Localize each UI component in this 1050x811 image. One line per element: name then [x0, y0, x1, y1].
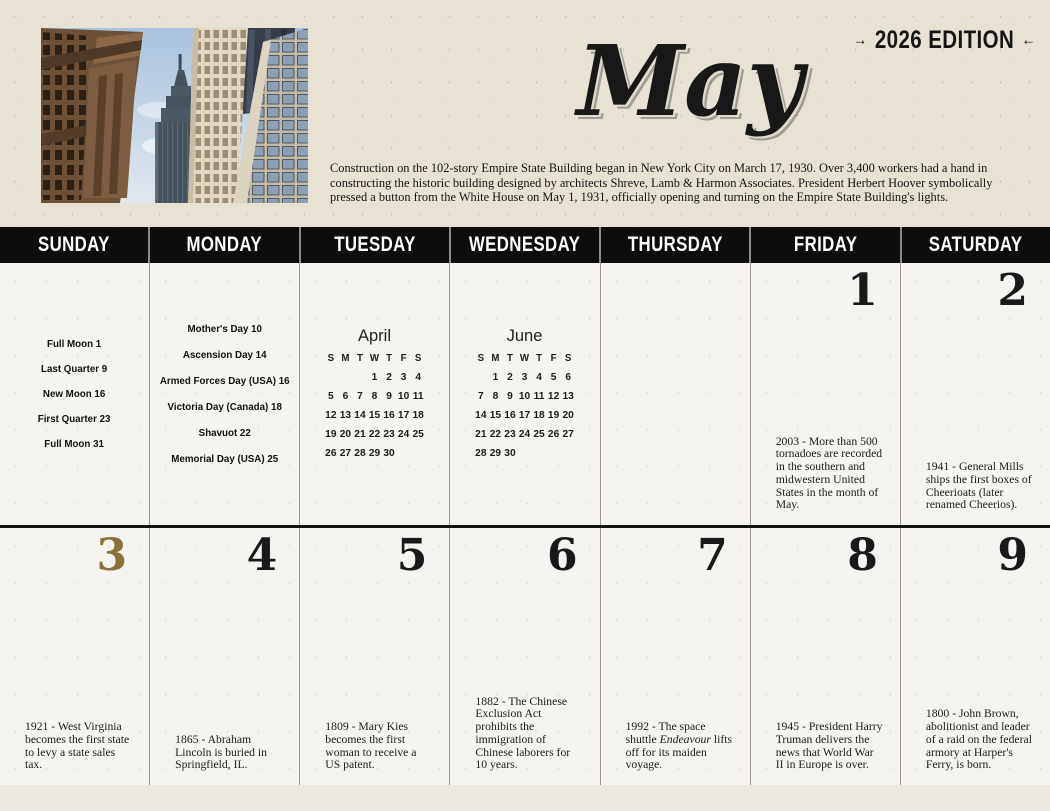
mini-calendar-day-header: S [478, 352, 485, 364]
day-fact-2: 1941 - General Mills ships the first boxes of Cheerioats (later renamed Cheerios). [925, 460, 1032, 512]
mini-calendar-day-header: W [370, 352, 380, 364]
list-item: Last Quarter 9 [41, 362, 108, 375]
weekday-header-saturday: SATURDAY [902, 227, 1050, 263]
mini-calendar-day: 5 [328, 390, 335, 402]
mini-calendar-day-header: S [327, 352, 335, 364]
mini-calendar-day: 25 [412, 428, 425, 440]
mini-calendar-day: 27 [340, 447, 352, 459]
moon-phase-list [35, 332, 113, 457]
list-item: First Quarter 23 [38, 412, 111, 425]
mini-calendar-day: 6 [565, 371, 572, 383]
mini-calendar-day-header: T [386, 352, 393, 364]
mini-calendar-day: 17 [398, 409, 410, 421]
mini-calendar-day: 29 [369, 447, 381, 459]
list-item: Victoria Day (Canada) 18 [167, 401, 282, 413]
mini-calendar-day: 4 [536, 371, 543, 383]
list-item: Ascension Day 14 [182, 349, 267, 361]
mini-calendar-day: 4 [415, 371, 422, 383]
mini-calendar-day: 6 [342, 390, 349, 402]
mini-calendar-day: 1 [372, 371, 378, 383]
april-mini-calendar [324, 326, 426, 463]
list-item: Memorial Day (USA) 25 [171, 453, 279, 465]
left-arrow-icon: ← [1021, 29, 1036, 49]
mini-calendar-day: 19 [325, 428, 337, 440]
mini-calendar-day: 27 [562, 428, 575, 440]
day-cell-4 [150, 528, 299, 785]
list-item: Full Moon 31 [44, 437, 105, 450]
mini-calendar-day: 25 [533, 428, 546, 440]
header-band [0, 0, 1050, 227]
mini-calendar-day: 3 [401, 371, 407, 383]
mini-calendar-day: 11 [413, 390, 424, 402]
mini-calendar-day-header: T [536, 352, 543, 364]
edition-label [853, 26, 1036, 55]
mini-calendar-day-header: T [507, 352, 514, 364]
mini-calendar-day: 19 [548, 409, 560, 421]
weekday-header-wednesday: WEDNESDAY [451, 227, 599, 263]
city-photo-illustration [41, 28, 308, 203]
day-fact-3: 1921 - West Virginia becomes the first state to levy a state sales tax. [25, 720, 130, 772]
mini-calendar-day: 23 [504, 428, 517, 440]
mini-calendar-day: 24 [398, 428, 410, 440]
mini-calendar-day: 22 [369, 428, 381, 440]
mini-calendar-day: 15 [490, 409, 502, 421]
day-number-6: 6 [546, 530, 578, 581]
mini-calendar-day: 30 [504, 447, 517, 459]
mini-calendar-day: 17 [519, 409, 531, 421]
list-item: Mother's Day 10 [187, 323, 262, 335]
mini-calendar-day: 16 [383, 409, 396, 421]
holiday-cell [150, 263, 299, 525]
empire-state-building-photo [41, 28, 308, 203]
empty-thursday-cell [601, 263, 750, 525]
mini-calendar-day: 9 [507, 390, 514, 402]
day-number-5: 5 [396, 530, 428, 581]
month-description: Construction on the 102-story Empire State Building began in New York City on March 17, 1930. Over 3,400 workers had a hand in constructing the historic building designed by architects Shreve, Lamb & Harmon Associates. President Herbert Hoover symbolically pressed a button from the White House on May 1, 1931, officially opening and turning on the Empire State Building's lights. [330, 161, 993, 204]
day-number-8: 8 [847, 530, 878, 581]
mini-calendar-day: 20 [340, 428, 352, 440]
mini-calendar-day: 13 [340, 409, 352, 421]
mini-calendar-day: 5 [551, 371, 557, 383]
day-cell-5 [300, 528, 449, 785]
weekday-header-tuesday: TUESDAY [301, 227, 449, 263]
right-arrow-icon: → [853, 29, 868, 49]
mini-calendar-day: 26 [325, 447, 337, 459]
mini-calendar-day: 11 [534, 390, 545, 402]
mini-calendar-day: 14 [475, 409, 488, 421]
mini-calendar-grid [474, 349, 576, 463]
mini-calendar-day: 30 [383, 447, 396, 459]
day-cell-1 [751, 263, 900, 525]
mini-calendar-day-header: T [357, 352, 364, 364]
day-cell-9 [901, 528, 1050, 785]
day-cell-8 [751, 528, 900, 785]
day-cell-3 [0, 528, 149, 785]
day-fact-8: 1945 - President Harry Truman delivers the news that World War II in Europe is over. [775, 720, 883, 772]
mini-calendar-day: 14 [354, 409, 366, 421]
mini-calendar-day-header: W [520, 352, 530, 364]
mini-calendar-day: 2 [386, 371, 393, 383]
day-cell-2 [901, 263, 1050, 525]
mini-calendar-day: 26 [548, 428, 560, 440]
day-fact-1: 2003 - More than 500 tornadoes are recorded in the southern and midwestern United States in the month of May. [775, 434, 883, 512]
mini-calendar-grid [324, 349, 426, 463]
mini-calendar-day: 3 [522, 371, 528, 383]
list-item: New Moon 16 [43, 387, 106, 400]
mini-calendar-title: April [358, 325, 392, 345]
june-mini-calendar [474, 326, 576, 463]
mini-calendar-day: 18 [533, 409, 546, 421]
mini-calendar-day-header: F [551, 352, 558, 364]
weekday-header-row [0, 227, 1050, 263]
edition-text: 2026 EDITION [874, 26, 1015, 54]
weekday-header-monday: MONDAY [150, 227, 298, 263]
mini-calendar-day-header: S [565, 352, 572, 364]
day-fact-4: 1865 - Abraham Lincoln is buried in Springfield, IL. [175, 732, 268, 772]
week-row-2 [0, 528, 1050, 785]
day-number-1: 1 [847, 265, 878, 316]
mini-calendar-day: 29 [490, 447, 502, 459]
mini-calendar-day: 22 [490, 428, 502, 440]
mini-calendar-day-header: F [400, 352, 407, 364]
mini-calendar-day: 2 [507, 371, 514, 383]
mini-calendar-day: 13 [562, 390, 575, 402]
mini-calendar-day: 21 [475, 428, 488, 440]
day-number-7: 7 [697, 530, 728, 581]
mini-calendar-day: 8 [372, 390, 378, 402]
mini-calendar-day: 9 [386, 390, 393, 402]
day-fact-5: 1809 - Mary Kies becomes the first woman to receive a US patent. [325, 720, 417, 772]
moon-phase-cell [0, 263, 149, 525]
mini-calendar-day: 15 [369, 409, 381, 421]
day-fact-6: 1882 - The Chinese Exclusion Act prohibits the immigration of Chinese laborers for 10 years. [475, 694, 571, 772]
day-number-2: 2 [997, 265, 1028, 316]
day-fact-9: 1800 - John Brown, abolitionist and leader of a raid on the federal armory at Harper's Ferry, is born. [925, 707, 1032, 772]
list-item: Shavuot 22 [198, 427, 251, 439]
weekday-header-sunday: SUNDAY [0, 227, 148, 263]
mini-calendar-day-header: S [415, 352, 422, 364]
mini-calendar-day: 7 [357, 390, 364, 402]
mini-calendar-day: 28 [475, 447, 488, 459]
weekday-header-friday: FRIDAY [751, 227, 899, 263]
weekday-header-thursday: THURSDAY [601, 227, 749, 263]
day-number-9: 9 [997, 530, 1028, 581]
mini-calendar-title: June [507, 325, 543, 345]
month-title: May [576, 24, 804, 138]
mini-calendar-day: 18 [412, 409, 425, 421]
mini-calendar-day: 10 [519, 390, 531, 402]
mini-calendar-day-header: M [341, 352, 350, 364]
mini-calendar-day: 8 [493, 390, 499, 402]
mini-calendar-day: 16 [504, 409, 517, 421]
day-cell-6 [450, 528, 599, 785]
mini-calendar-day: 24 [519, 428, 531, 440]
mini-calendar-day: 1 [493, 371, 499, 383]
next-week-edge [0, 785, 1050, 811]
holiday-list [155, 316, 294, 472]
mini-calendar-day: 12 [325, 409, 337, 421]
mini-calendar-day: 20 [562, 409, 575, 421]
day-number-4: 4 [246, 530, 278, 581]
mini-calendar-day: 12 [548, 390, 560, 402]
mini-calendar-day: 23 [383, 428, 396, 440]
april-mini-calendar-cell [300, 263, 449, 525]
list-item: Armed Forces Day (USA) 16 [159, 375, 290, 387]
mini-calendar-day: 21 [354, 428, 366, 440]
day-fact-7: 1992 - The space shuttle Endeavour lifts off for its maiden voyage. [625, 720, 733, 772]
mini-calendar-day: 7 [478, 390, 485, 402]
list-item: Full Moon 1 [47, 337, 102, 350]
mini-calendar-day-header: M [491, 352, 500, 364]
mini-calendar-day: 28 [354, 447, 366, 459]
mini-calendar-day: 10 [398, 390, 410, 402]
june-mini-calendar-cell [450, 263, 599, 525]
day-number-3: 3 [96, 530, 128, 581]
week-row-1 [0, 263, 1050, 525]
day-cell-7 [601, 528, 750, 785]
